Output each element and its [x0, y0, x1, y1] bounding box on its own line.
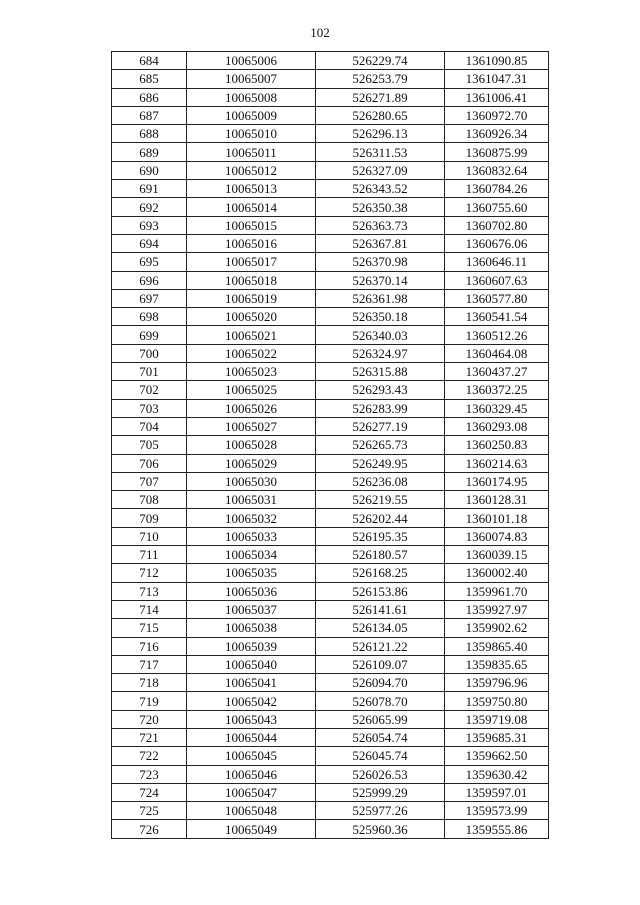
point-number-cell: 719 — [112, 692, 187, 710]
table-row — [112, 783, 549, 801]
table-row — [112, 728, 549, 746]
point-id-cell: 10065035 — [187, 564, 316, 582]
x-coordinate-cell: 526265.73 — [316, 436, 445, 454]
table-row — [112, 143, 549, 161]
point-number-cell: 708 — [112, 491, 187, 509]
x-coordinate-cell: 526311.53 — [316, 143, 445, 161]
point-id-cell: 10065047 — [187, 783, 316, 801]
x-coordinate-cell: 526283.99 — [316, 399, 445, 417]
x-coordinate-cell: 526324.97 — [316, 344, 445, 362]
point-id-cell: 10065007 — [187, 70, 316, 88]
point-id-cell: 10065041 — [187, 674, 316, 692]
point-number-cell: 713 — [112, 582, 187, 600]
x-coordinate-cell: 526134.05 — [316, 619, 445, 637]
point-id-cell: 10065036 — [187, 582, 316, 600]
point-id-cell: 10065029 — [187, 454, 316, 472]
x-coordinate-cell: 526370.98 — [316, 253, 445, 271]
y-coordinate-cell: 1359685.31 — [445, 728, 549, 746]
x-coordinate-cell: 526370.14 — [316, 271, 445, 289]
x-coordinate-cell: 526361.98 — [316, 289, 445, 307]
x-coordinate-cell: 525999.29 — [316, 783, 445, 801]
x-coordinate-cell: 526249.95 — [316, 454, 445, 472]
y-coordinate-cell: 1359902.62 — [445, 619, 549, 637]
point-number-cell: 695 — [112, 253, 187, 271]
point-id-cell: 10065027 — [187, 417, 316, 435]
y-coordinate-cell: 1359961.70 — [445, 582, 549, 600]
point-id-cell: 10065021 — [187, 326, 316, 344]
x-coordinate-cell: 526054.74 — [316, 728, 445, 746]
point-number-cell: 701 — [112, 363, 187, 381]
table-row — [112, 271, 549, 289]
y-coordinate-cell: 1359662.50 — [445, 747, 549, 765]
table-row — [112, 600, 549, 618]
y-coordinate-cell: 1360541.54 — [445, 308, 549, 326]
x-coordinate-cell: 526277.19 — [316, 417, 445, 435]
y-coordinate-cell: 1361090.85 — [445, 52, 549, 70]
table-row — [112, 344, 549, 362]
point-id-cell: 10065044 — [187, 728, 316, 746]
point-id-cell: 10065037 — [187, 600, 316, 618]
table-row — [112, 417, 549, 435]
table-row — [112, 765, 549, 783]
point-id-cell: 10065040 — [187, 655, 316, 673]
x-coordinate-cell: 526293.43 — [316, 381, 445, 399]
point-id-cell: 10065032 — [187, 509, 316, 527]
point-id-cell: 10065030 — [187, 472, 316, 490]
point-number-cell: 706 — [112, 454, 187, 472]
y-coordinate-cell: 1360755.60 — [445, 198, 549, 216]
x-coordinate-cell: 526296.13 — [316, 125, 445, 143]
table-row — [112, 802, 549, 820]
y-coordinate-cell: 1359750.80 — [445, 692, 549, 710]
x-coordinate-cell: 526327.09 — [316, 161, 445, 179]
table-row — [112, 527, 549, 545]
point-id-cell: 10065013 — [187, 180, 316, 198]
point-id-cell: 10065022 — [187, 344, 316, 362]
x-coordinate-cell: 526094.70 — [316, 674, 445, 692]
table-row — [112, 198, 549, 216]
page-number: 102 — [310, 25, 330, 40]
point-id-cell: 10065023 — [187, 363, 316, 381]
table-row — [112, 655, 549, 673]
point-id-cell: 10065033 — [187, 527, 316, 545]
point-number-cell: 687 — [112, 106, 187, 124]
y-coordinate-cell: 1361006.41 — [445, 88, 549, 106]
y-coordinate-cell: 1359719.08 — [445, 710, 549, 728]
point-id-cell: 10065048 — [187, 802, 316, 820]
x-coordinate-cell: 526168.25 — [316, 564, 445, 582]
x-coordinate-cell: 526340.03 — [316, 326, 445, 344]
point-number-cell: 714 — [112, 600, 187, 618]
y-coordinate-cell: 1359796.96 — [445, 674, 549, 692]
table-row — [112, 106, 549, 124]
table-row — [112, 564, 549, 582]
table-row — [112, 52, 549, 70]
point-id-cell: 10065006 — [187, 52, 316, 70]
table-row — [112, 326, 549, 344]
y-coordinate-cell: 1360437.27 — [445, 363, 549, 381]
point-number-cell: 724 — [112, 783, 187, 801]
x-coordinate-cell: 526219.55 — [316, 491, 445, 509]
point-id-cell: 10065008 — [187, 88, 316, 106]
y-coordinate-cell: 1359597.01 — [445, 783, 549, 801]
x-coordinate-cell: 526045.74 — [316, 747, 445, 765]
point-number-cell: 684 — [112, 52, 187, 70]
point-id-cell: 10065025 — [187, 381, 316, 399]
y-coordinate-cell: 1360607.63 — [445, 271, 549, 289]
y-coordinate-cell: 1360372.25 — [445, 381, 549, 399]
table-row — [112, 308, 549, 326]
y-coordinate-cell: 1360512.26 — [445, 326, 549, 344]
point-number-cell: 686 — [112, 88, 187, 106]
point-number-cell: 726 — [112, 820, 187, 838]
point-id-cell: 10065034 — [187, 546, 316, 564]
point-number-cell: 716 — [112, 637, 187, 655]
point-id-cell: 10065042 — [187, 692, 316, 710]
x-coordinate-cell: 526065.99 — [316, 710, 445, 728]
table-row — [112, 161, 549, 179]
table-row — [112, 436, 549, 454]
table-row — [112, 637, 549, 655]
point-number-cell: 721 — [112, 728, 187, 746]
table-row — [112, 363, 549, 381]
point-number-cell: 699 — [112, 326, 187, 344]
table-row — [112, 582, 549, 600]
point-id-cell: 10065018 — [187, 271, 316, 289]
point-id-cell: 10065038 — [187, 619, 316, 637]
table-row — [112, 454, 549, 472]
table-row — [112, 234, 549, 252]
point-id-cell: 10065011 — [187, 143, 316, 161]
point-id-cell: 10065012 — [187, 161, 316, 179]
point-id-cell: 10065017 — [187, 253, 316, 271]
point-id-cell: 10065026 — [187, 399, 316, 417]
y-coordinate-cell: 1360646.11 — [445, 253, 549, 271]
point-id-cell: 10065014 — [187, 198, 316, 216]
point-number-cell: 723 — [112, 765, 187, 783]
x-coordinate-cell: 526153.86 — [316, 582, 445, 600]
y-coordinate-cell: 1360002.40 — [445, 564, 549, 582]
y-coordinate-cell: 1360972.70 — [445, 106, 549, 124]
table-row — [112, 289, 549, 307]
y-coordinate-cell: 1360676.06 — [445, 234, 549, 252]
y-coordinate-cell: 1360128.31 — [445, 491, 549, 509]
table-row — [112, 125, 549, 143]
table-row — [112, 674, 549, 692]
x-coordinate-cell: 526078.70 — [316, 692, 445, 710]
y-coordinate-cell: 1360074.83 — [445, 527, 549, 545]
x-coordinate-cell: 526229.74 — [316, 52, 445, 70]
x-coordinate-cell: 526367.81 — [316, 234, 445, 252]
point-number-cell: 725 — [112, 802, 187, 820]
table-row — [112, 747, 549, 765]
point-number-cell: 694 — [112, 234, 187, 252]
y-coordinate-cell: 1360174.95 — [445, 472, 549, 490]
point-number-cell: 688 — [112, 125, 187, 143]
x-coordinate-cell: 526195.35 — [316, 527, 445, 545]
y-coordinate-cell: 1360926.34 — [445, 125, 549, 143]
point-number-cell: 712 — [112, 564, 187, 582]
point-id-cell: 10065020 — [187, 308, 316, 326]
y-coordinate-cell: 1359555.86 — [445, 820, 549, 838]
point-number-cell: 707 — [112, 472, 187, 490]
point-number-cell: 703 — [112, 399, 187, 417]
point-id-cell: 10065028 — [187, 436, 316, 454]
y-coordinate-cell: 1360875.99 — [445, 143, 549, 161]
y-coordinate-cell: 1360702.80 — [445, 216, 549, 234]
x-coordinate-cell: 525960.36 — [316, 820, 445, 838]
x-coordinate-cell: 526141.61 — [316, 600, 445, 618]
coordinate-table-body — [112, 52, 549, 839]
x-coordinate-cell: 526363.73 — [316, 216, 445, 234]
x-coordinate-cell: 526280.65 — [316, 106, 445, 124]
point-number-cell: 722 — [112, 747, 187, 765]
y-coordinate-cell: 1360293.08 — [445, 417, 549, 435]
y-coordinate-cell: 1360832.64 — [445, 161, 549, 179]
table-row — [112, 399, 549, 417]
table-row — [112, 381, 549, 399]
point-id-cell: 10065031 — [187, 491, 316, 509]
point-id-cell: 10065010 — [187, 125, 316, 143]
point-number-cell: 693 — [112, 216, 187, 234]
point-id-cell: 10065016 — [187, 234, 316, 252]
y-coordinate-cell: 1359630.42 — [445, 765, 549, 783]
table-row — [112, 710, 549, 728]
point-id-cell: 10065019 — [187, 289, 316, 307]
point-id-cell: 10065049 — [187, 820, 316, 838]
point-number-cell: 711 — [112, 546, 187, 564]
point-number-cell: 704 — [112, 417, 187, 435]
y-coordinate-cell: 1360214.63 — [445, 454, 549, 472]
point-number-cell: 715 — [112, 619, 187, 637]
y-coordinate-cell: 1360329.45 — [445, 399, 549, 417]
point-number-cell: 709 — [112, 509, 187, 527]
x-coordinate-cell: 526026.53 — [316, 765, 445, 783]
table-row — [112, 692, 549, 710]
point-number-cell: 700 — [112, 344, 187, 362]
table-row — [112, 546, 549, 564]
point-number-cell: 718 — [112, 674, 187, 692]
x-coordinate-cell: 526121.22 — [316, 637, 445, 655]
y-coordinate-cell: 1359835.65 — [445, 655, 549, 673]
table-row — [112, 88, 549, 106]
table-row — [112, 253, 549, 271]
y-coordinate-cell: 1360250.83 — [445, 436, 549, 454]
y-coordinate-cell: 1360101.18 — [445, 509, 549, 527]
x-coordinate-cell: 526109.07 — [316, 655, 445, 673]
point-id-cell: 10065015 — [187, 216, 316, 234]
point-number-cell: 685 — [112, 70, 187, 88]
coordinate-table — [111, 51, 549, 839]
table-row — [112, 491, 549, 509]
point-id-cell: 10065045 — [187, 747, 316, 765]
y-coordinate-cell: 1360577.80 — [445, 289, 549, 307]
y-coordinate-cell: 1361047.31 — [445, 70, 549, 88]
point-id-cell: 10065046 — [187, 765, 316, 783]
x-coordinate-cell: 526315.88 — [316, 363, 445, 381]
point-number-cell: 705 — [112, 436, 187, 454]
x-coordinate-cell: 526343.52 — [316, 180, 445, 198]
table-row — [112, 216, 549, 234]
point-number-cell: 720 — [112, 710, 187, 728]
table-row — [112, 820, 549, 838]
point-number-cell: 689 — [112, 143, 187, 161]
x-coordinate-cell: 526180.57 — [316, 546, 445, 564]
point-number-cell: 692 — [112, 198, 187, 216]
point-number-cell: 702 — [112, 381, 187, 399]
y-coordinate-cell: 1360784.26 — [445, 180, 549, 198]
point-id-cell: 10065009 — [187, 106, 316, 124]
x-coordinate-cell: 525977.26 — [316, 802, 445, 820]
x-coordinate-cell: 526271.89 — [316, 88, 445, 106]
table-row — [112, 180, 549, 198]
x-coordinate-cell: 526202.44 — [316, 509, 445, 527]
x-coordinate-cell: 526236.08 — [316, 472, 445, 490]
point-number-cell: 698 — [112, 308, 187, 326]
x-coordinate-cell: 526350.18 — [316, 308, 445, 326]
y-coordinate-cell: 1360039.15 — [445, 546, 549, 564]
table-row — [112, 619, 549, 637]
point-number-cell: 697 — [112, 289, 187, 307]
y-coordinate-cell: 1359927.97 — [445, 600, 549, 618]
point-number-cell: 710 — [112, 527, 187, 545]
x-coordinate-cell: 526350.38 — [316, 198, 445, 216]
y-coordinate-cell: 1359573.99 — [445, 802, 549, 820]
point-id-cell: 10065043 — [187, 710, 316, 728]
point-number-cell: 690 — [112, 161, 187, 179]
point-id-cell: 10065039 — [187, 637, 316, 655]
point-number-cell: 691 — [112, 180, 187, 198]
table-row — [112, 509, 549, 527]
point-number-cell: 696 — [112, 271, 187, 289]
x-coordinate-cell: 526253.79 — [316, 70, 445, 88]
y-coordinate-cell: 1359865.40 — [445, 637, 549, 655]
table-row — [112, 70, 549, 88]
table-row — [112, 472, 549, 490]
point-number-cell: 717 — [112, 655, 187, 673]
y-coordinate-cell: 1360464.08 — [445, 344, 549, 362]
